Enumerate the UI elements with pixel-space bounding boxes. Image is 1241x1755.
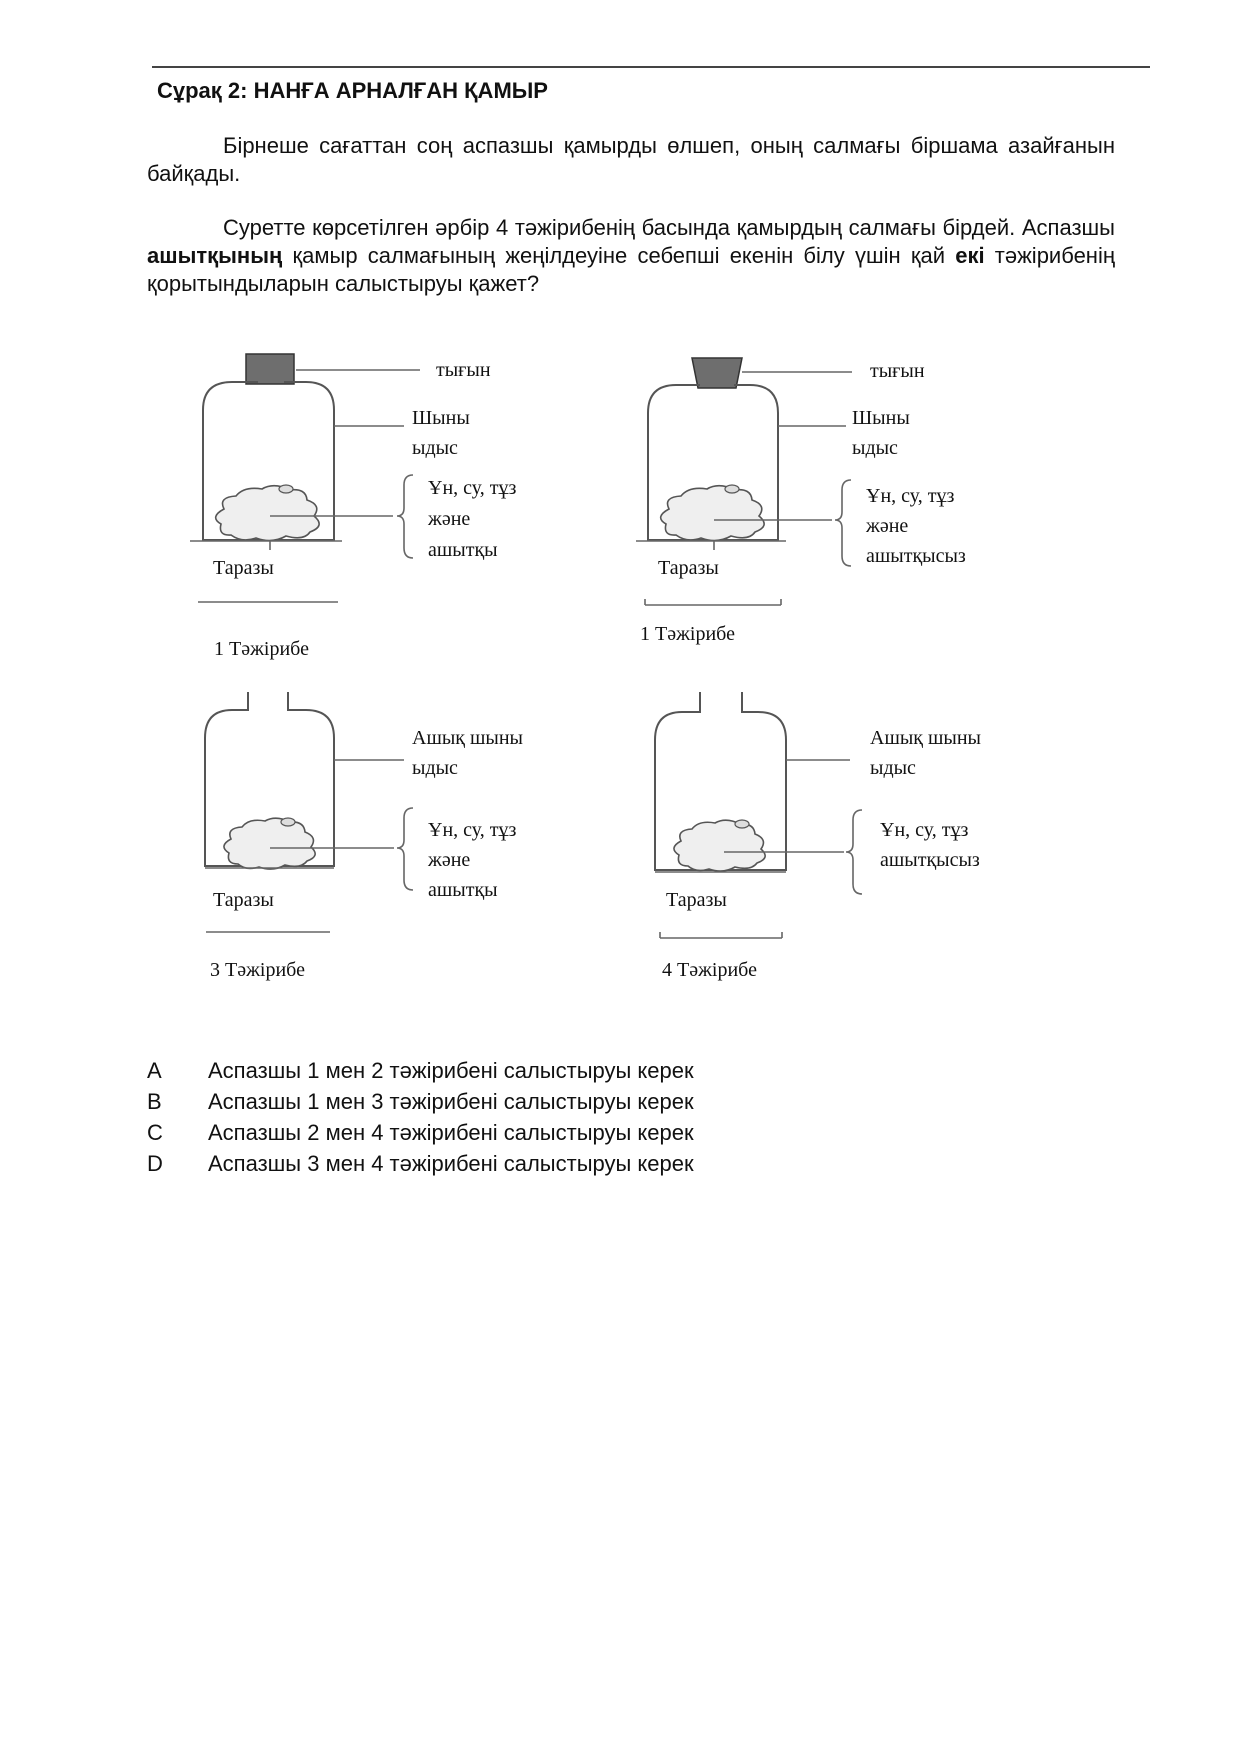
option-text: Аспазшы 1 мен 2 тәжірибені салыстыруы керек: [208, 1058, 694, 1083]
jar-label-line1: Шыны: [852, 407, 910, 429]
contents-label-line2: және: [866, 515, 909, 537]
contents-label-line1: Ұн, су, тұз: [428, 819, 517, 841]
jar-label-line1: Ашық шыны: [870, 727, 981, 749]
jar-label-line1: Шыны: [412, 407, 470, 429]
dough-icon: [224, 818, 315, 869]
experiment-caption: 1 Тәжірибе: [640, 623, 735, 645]
jar-label-line2: ыдыс: [412, 437, 458, 459]
experiment-caption: 4 Тәжірибе: [662, 959, 757, 981]
scale-label: Таразы: [213, 889, 274, 911]
contents-label-line2: және: [428, 849, 471, 871]
option-text: Аспазшы 3 мен 4 тәжірибені салыстыруы керек: [208, 1151, 694, 1176]
paragraph-2-part-c: тәжірибенің қорытындыларын салыстыруы қажет?: [147, 243, 1115, 296]
jar-label-line2: ыдыс: [870, 757, 916, 779]
option-letter: C: [147, 1120, 163, 1145]
jar-label-line1: Ашық шыны: [412, 727, 523, 749]
option-letter: B: [147, 1089, 162, 1114]
contents-label-line3: ашытқысыз: [866, 545, 966, 567]
dough-icon: [674, 820, 765, 871]
experiment-2: [636, 358, 966, 645]
bold-word-two: екі: [955, 243, 985, 268]
experiment-1: [190, 354, 516, 660]
option-letter: A: [147, 1058, 162, 1083]
stopper-label: тығын: [870, 360, 925, 382]
scale-label: Таразы: [213, 557, 274, 579]
contents-label-line3: ашытқы: [428, 539, 498, 561]
bold-word-yeast: ашытқының: [147, 243, 283, 268]
option-letter: D: [147, 1151, 163, 1176]
scale-label: Таразы: [658, 557, 719, 579]
experiment-3: [205, 692, 523, 981]
contents-label-line2: және: [428, 508, 471, 530]
stopper-icon: [692, 358, 742, 388]
contents-label-line3: ашытқы: [428, 879, 498, 901]
experiment-caption: 3 Тәжірибе: [210, 959, 305, 981]
contents-label-line2: ашытқысыз: [880, 849, 980, 871]
contents-label-line1: Ұн, су, тұз: [866, 485, 955, 507]
dough-icon: [661, 486, 764, 541]
experiment-4: [655, 692, 981, 981]
jar-label-line2: ыдыс: [852, 437, 898, 459]
option-text: Аспазшы 1 мен 3 тәжірибені салыстыруы керек: [208, 1089, 694, 1114]
stopper-label: тығын: [436, 359, 491, 381]
dough-icon: [216, 486, 319, 541]
option-text: Аспазшы 2 мен 4 тәжірибені салыстыруы керек: [208, 1120, 694, 1145]
contents-label-line1: Ұн, су, тұз: [880, 819, 969, 841]
paragraph-2-part-a: Суретте көрсетілген әрбір 4 тәжірибенің басында қамырдың салмағы бірдей. Аспазшы: [223, 215, 1115, 240]
question-paragraph-1: Бірнеше сағаттан соң аспазшы қамырды өлшеп, оның салмағы біршама азайғанын байқады.: [147, 133, 1115, 186]
stopper-icon: [246, 354, 294, 384]
scale-label: Таразы: [666, 889, 727, 911]
contents-label-line1: Ұн, су, тұз: [428, 477, 517, 499]
jar-label-line2: ыдыс: [412, 757, 458, 779]
question-title: Сұрақ 2: НАНҒА АРНАЛҒАН ҚАМЫР: [157, 78, 548, 103]
experiment-caption: 1 Тәжірибе: [214, 638, 309, 660]
paragraph-2-part-b: қамыр салмағының жеңілдеуіне себепші екенін білу үшін қай: [282, 243, 956, 268]
